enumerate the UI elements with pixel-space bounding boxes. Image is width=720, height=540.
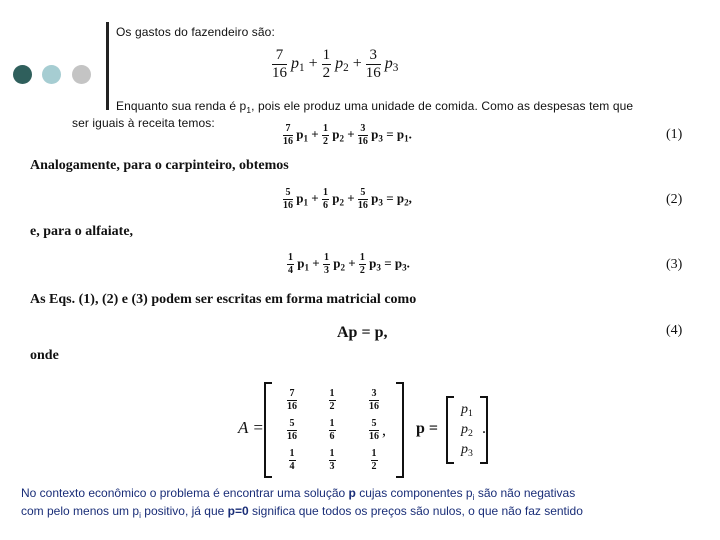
- vector-p-entries: $p_1$ $p_2$ $p_3$: [461, 401, 473, 459]
- matrix-a-grid: $\frac{7}{16}$ $\frac{1}{2}$ $\frac{3}{16}$ $\frac{5}{16}$ $\frac{1}{6}$ $\frac{5}{16}$ $\frac{1}{4}$ $\frac{1}{3}$ $\frac{1}{2}$: [287, 387, 379, 472]
- equation-number-1: (1): [666, 127, 683, 142]
- equation-number-3: (3): [666, 257, 683, 272]
- vector-period: .: [482, 420, 486, 437]
- fraction: $\frac{7}{16}$: [272, 47, 287, 81]
- economic-context-line-1: No contexto econômico o problema é encontrar uma solução p cujas componentes $p_i$ são não negativas: [21, 486, 576, 502]
- where-text: onde: [30, 348, 59, 363]
- matrix-form-text: As Eqs. (1), (2) e (3) podem ser escritas em forma matricial como: [30, 292, 417, 307]
- matrix-a-label: A =: [238, 418, 264, 437]
- fraction: $\frac{3}{16}$: [365, 47, 381, 81]
- equation-number-4: (4): [666, 323, 683, 338]
- equation-1: $\frac{7}{16}$ $p_1$ + $\frac{1}{2}$ $p_2$ + $\frac{3}{16}$ $p_3 = p_1$.: [283, 123, 412, 147]
- decor-dot-dark: [13, 65, 32, 84]
- farmer-expense-equation: $\frac{7}{16}$ $p_1$ + $\frac{1}{2}$ $p_2$ + $\frac{3}{16}$ $p_3$: [272, 47, 399, 81]
- right-bracket: [396, 382, 404, 478]
- left-bracket: [264, 382, 272, 478]
- decor-dot-gray: [72, 65, 91, 84]
- farmer-income-text: Enquanto sua renda é $p_1$, pois ele produz uma unidade de comida. Como as despesas tem que: [116, 99, 634, 115]
- equation-4: Ap = p,: [337, 324, 388, 341]
- title-divider-bar: [106, 22, 109, 110]
- equation-3: $\frac{1}{4}$ $p_1$ + $\frac{1}{3}$ $p_2$ + $\frac{1}{2}$ $p_3 = p_3$.: [288, 252, 410, 276]
- economic-context-line-2: com pelo menos um $p_i$ positivo, já que p=0 significa que todos os preços são nulos, o que não faz sentido: [21, 504, 583, 520]
- matrix-comma: ,: [382, 422, 386, 439]
- equation-2: $\frac{5}{16}$ $p_1$ + $\frac{1}{6}$ $p_2$ + $\frac{5}{16}$ $p_3 = p_2$,: [283, 187, 412, 211]
- tailor-intro-text: e, para o alfaiate,: [30, 224, 134, 239]
- vector-p-label: p =: [416, 420, 439, 437]
- farmer-expenses-text: Os gastos do fazendeiro são:: [116, 25, 275, 39]
- left-bracket: [446, 396, 454, 464]
- balance-intro-text: ser iguais à receita temos:: [72, 116, 215, 130]
- decor-dot-light: [42, 65, 61, 84]
- fraction: $\frac{1}{2}$: [322, 47, 331, 81]
- carpenter-intro-text: Analogamente, para o carpinteiro, obtemos: [30, 158, 289, 173]
- equation-number-2: (2): [666, 192, 683, 207]
